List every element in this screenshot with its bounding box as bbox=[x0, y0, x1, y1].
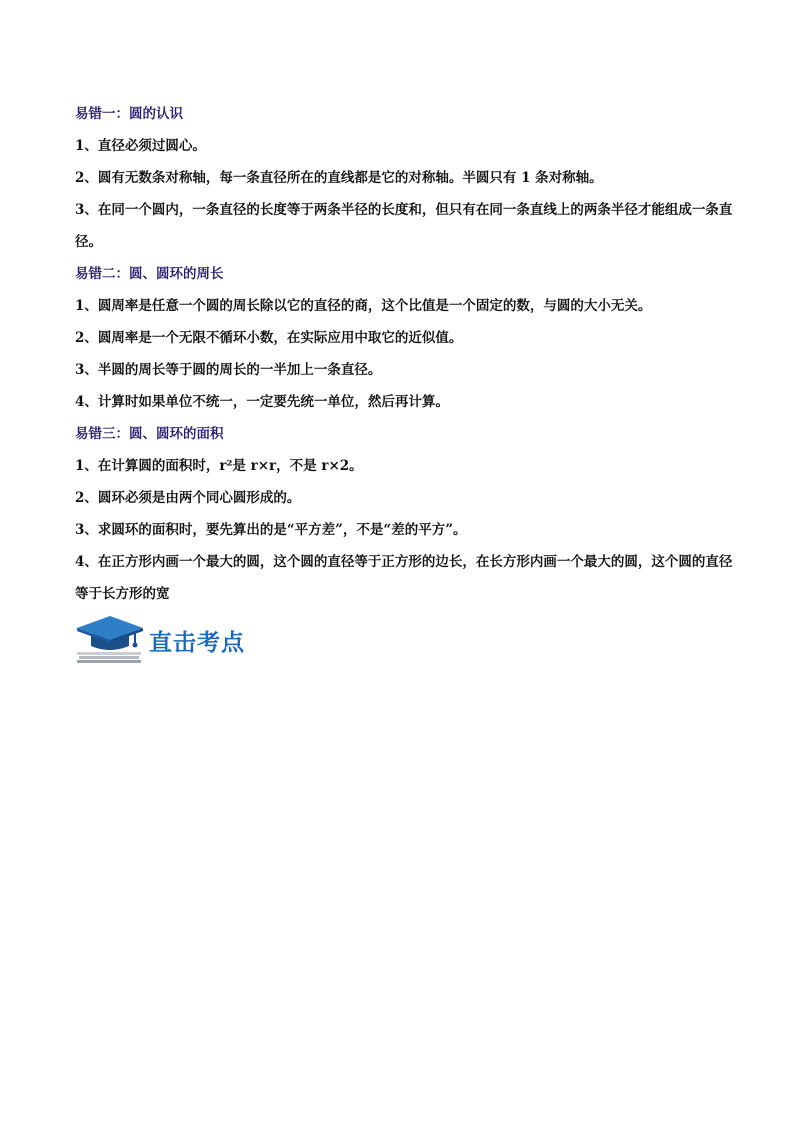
list-item: 3、求圆环的面积时，要先算出的是“平方差”，不是“差的平方”。 bbox=[75, 522, 467, 538]
list-item: 1、直径必须过圆心。 bbox=[75, 138, 206, 154]
list-item: 4、在正方形内画一个最大的圆，这个圆的直径等于正方形的边长，在长方形内画一个最大的圆，这个圆的直径等于长方形的宽 bbox=[75, 554, 733, 602]
list-item: 1、在计算圆的面积时，r²是 r×r，不是 r×2。 bbox=[75, 458, 363, 474]
graduation-cap-icon bbox=[75, 610, 147, 666]
banner-title: 直击考点 bbox=[149, 630, 245, 656]
list-item: 3、半圆的周长等于圆的周长的一半加上一条直径。 bbox=[75, 362, 382, 378]
list-item: 3、在同一个圆内，一条直径的长度等于两条半径的长度和，但只有在同一条直线上的两条半径才能组成一条直径。 bbox=[75, 202, 733, 250]
section-circumference bbox=[75, 258, 735, 418]
list-item: 2、圆周率是一个无限不循环小数，在实际应用中取它的近似值。 bbox=[75, 330, 463, 346]
key-points-banner bbox=[75, 610, 335, 666]
section-area bbox=[75, 418, 735, 610]
section-heading: 易错三：圆、圆环的面积 bbox=[75, 426, 224, 442]
document-body bbox=[75, 98, 735, 610]
section-heading: 易错二：圆、圆环的周长 bbox=[75, 266, 224, 282]
list-item: 4、计算时如果单位不统一，一定要先统一单位，然后再计算。 bbox=[75, 394, 449, 410]
list-item: 2、圆有无数条对称轴，每一条直径所在的直线都是它的对称轴。半圆只有 1 条对称轴。 bbox=[75, 170, 603, 186]
list-item: 2、圆环必须是由两个同心圆形成的。 bbox=[75, 490, 301, 506]
section-circle-basics bbox=[75, 98, 735, 258]
section-heading: 易错一：圆的认识 bbox=[75, 106, 183, 122]
list-item: 1、圆周率是任意一个圆的周长除以它的直径的商，这个比值是一个固定的数，与圆的大小无关。 bbox=[75, 298, 652, 314]
